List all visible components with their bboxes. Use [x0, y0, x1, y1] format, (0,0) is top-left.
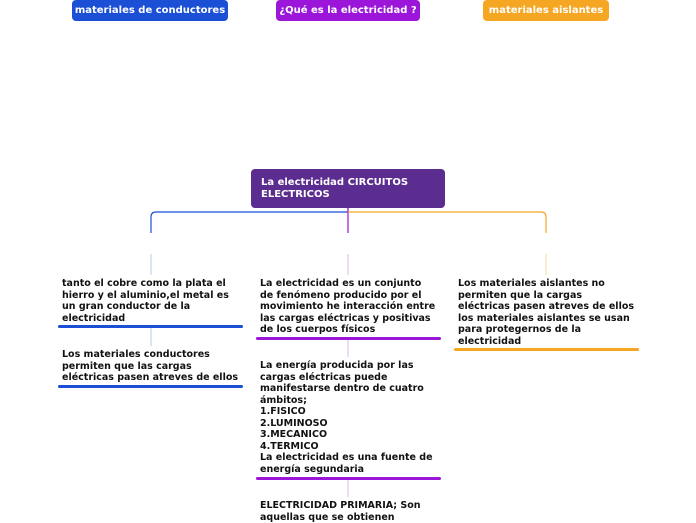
subtopic-underline	[256, 337, 441, 340]
subtopic-underline	[256, 477, 441, 480]
connector-root-conductores	[151, 208, 348, 233]
connector-root-aislantes	[348, 212, 546, 233]
subtopic-conductores-definicion[interactable]: Los materiales conductores permiten que las cargas eléctricas pasen atreves de ellos	[62, 349, 239, 383]
subtopic-electricidad-primaria[interactable]: ELECTRICIDAD PRIMARIA; Son aquellas que se obtienen	[260, 500, 421, 523]
topic-que-es-electricidad[interactable]: ¿Qué es la electricidad ?	[276, 0, 420, 21]
root-topic[interactable]: La electricidad CIRCUITOS ELECTRICOS	[251, 169, 445, 208]
topic-materiales-conductores[interactable]: materiales de conductores	[72, 0, 228, 21]
subtopic-electricidad-ambitos[interactable]: La energía producida por las cargas eléctricas puede manifestarse dentro de cuatro ámbitos; 1.FISICO 2.LUMINOSO 3.MECANICO 4.TERMICO La electricidad es una fuente de energía segundaria	[260, 360, 433, 475]
subtopic-aislantes-definicion[interactable]: Los materiales aislantes no permiten que la cargas eléctricas pasen atreves de ellos los materiales aislantes se usan para protegernos de la electricidad	[458, 278, 635, 347]
topic-materiales-aislantes[interactable]: materiales aislantes	[483, 0, 609, 21]
subtopic-electricidad-definicion[interactable]: La electricidad es un conjunto de fenómeno producido por el movimiento he interacción entre las cargas eléctricas y positivas de los cuerpos físicos	[260, 278, 436, 335]
subtopic-underline	[58, 325, 243, 328]
subtopic-underline	[58, 385, 243, 388]
subtopic-conductores-ejemplos[interactable]: tanto el cobre como la plata el hierro y el aluminio,el metal es un gran conductor de la electricidad	[62, 278, 229, 324]
subtopic-underline	[454, 348, 639, 351]
